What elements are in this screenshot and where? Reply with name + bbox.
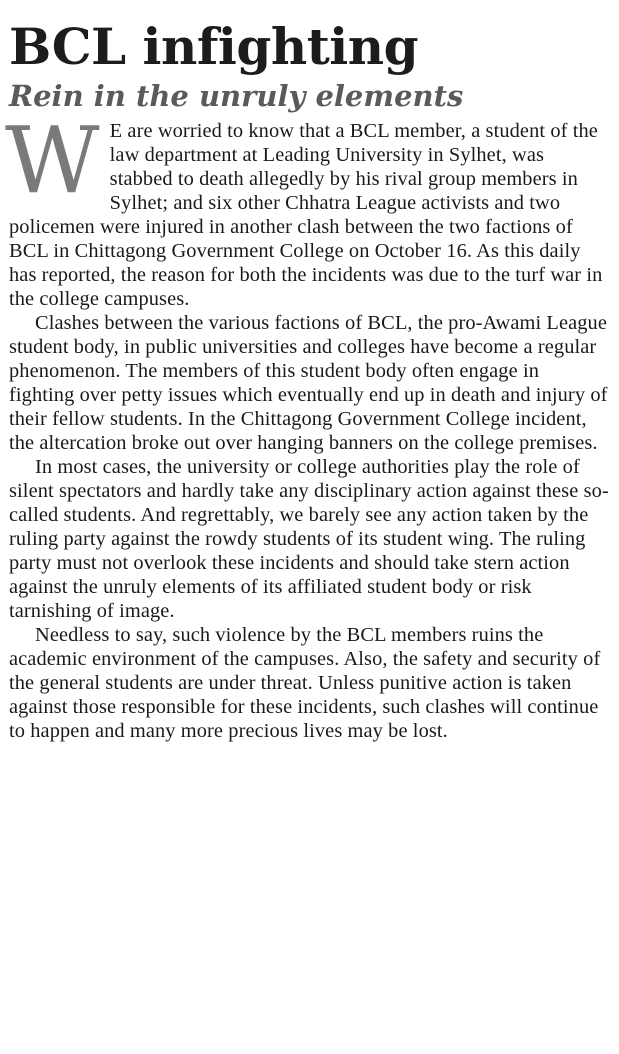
paragraph-4: Needless to say, such violence by the BCL members ruins the academic environment of the campuses. Also, the safety and security of the general students are under threat. Unless punitive action is taken against those responsible for these incidents, such clashes will continue to happen and many more precious lives may be lost.	[9, 624, 601, 742]
article-body	[5, 107, 609, 743]
drop-cap: W	[5, 107, 100, 214]
editorial-article	[5, 17, 609, 743]
paragraph-1	[5, 107, 609, 311]
paragraph-2: Clashes between the various factions of BCL, the pro-Awami League student body, in public universities and colleges have become a regular phenomenon. The members of this student body often engage in fighting over petty issues which eventually end up in death and injury of their fellow students. In the Chittagong Government College incident, the altercation broke out over hanging banners on the college premises.	[9, 312, 608, 454]
subheadline: Rein in the unruly elements	[9, 79, 464, 113]
headline: BCL infighting	[9, 17, 419, 76]
paragraph-1-text: E are worried to know that a BCL member, a student of the law department at Leading University in Sylhet, was stabbed to death allegedly by his rival group members in Sylhet; and six other Chhatra League activists and two policemen were injured in another clash between the two factions of BCL in Chittagong Government College on October 16. As this daily has reported, the reason for both the incidents was due to the turf war in the college campuses.	[9, 120, 603, 310]
paragraph-3: In most cases, the university or college authorities play the role of silent spectators and hardly take any disciplinary action against these so-called students. And regrettably, we barely see any action taken by the ruling party against the rowdy students of its student wing. The ruling party must not overlook these incidents and should take stern action against the unruly elements of its affiliated student body or risk tarnishing of image.	[9, 456, 609, 622]
